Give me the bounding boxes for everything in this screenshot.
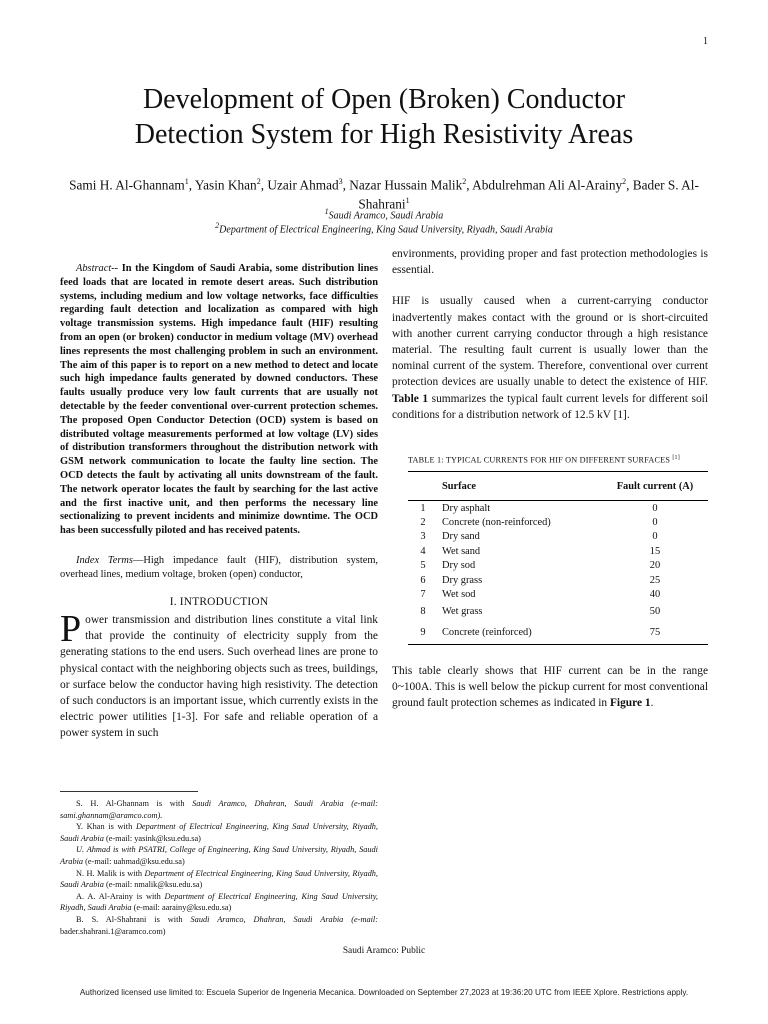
affiliation-marker: 2 xyxy=(256,177,261,186)
abstract xyxy=(60,262,378,538)
author-name: , Yasin Khan xyxy=(188,177,257,193)
row-index: 4 xyxy=(420,545,426,557)
introduction-paragraph xyxy=(60,607,378,742)
footnote-italic: Saudi Aramco, Dhahran, Saudi Arabia (e-mail: sami.ghannam@aramco.com). xyxy=(60,799,378,820)
table-row xyxy=(408,587,708,601)
affiliation-marker: 2 xyxy=(462,177,467,186)
table-header-row xyxy=(408,472,708,501)
abstract-label: Abstract-- xyxy=(76,263,119,274)
section-heading-introduction: I. INTRODUCTION xyxy=(169,595,269,608)
row-surface: Dry sod xyxy=(442,560,476,572)
table-row xyxy=(408,622,708,645)
table-caption xyxy=(408,455,680,465)
paragraph-text: . xyxy=(650,697,654,710)
affiliation-marker: 1 xyxy=(184,177,189,186)
affiliation-marker: 3 xyxy=(338,177,343,186)
row-index: 7 xyxy=(420,589,426,601)
affiliation-2 xyxy=(60,221,708,235)
row-fault-current: 50 xyxy=(649,606,661,618)
footnote-text: (e-mail: uahmad@ksu.edu.sa) xyxy=(83,856,185,866)
author-name: , Nazar Hussain Malik xyxy=(342,177,463,193)
affiliation-text: Saudi Aramco, Saudi Arabia xyxy=(328,210,444,222)
row-surface: Dry sand xyxy=(442,531,480,543)
row-surface: Concrete (non-reinforced) xyxy=(442,517,551,529)
footnote-text: A. A. Al-Arainy is with xyxy=(76,891,165,901)
row-fault-current: 15 xyxy=(649,545,661,557)
introduction-text: ower transmission and distribution lines constitute a vital link that provide the continuity of electricity supply from the generating stations to the end users. Such overhead lines are prone to physical contact with the neighboring objects such as trees, buildings, or surface below the conductor having high resistivity. The detection of such conductors is an important issue, which currently exists in the electric power utilities [1-3]. For safe and reliable operation of a power system in such xyxy=(60,613,378,740)
row-surface: Wet sand xyxy=(442,545,481,557)
footnote-text: bader.shahrani.1@aramco.com) xyxy=(60,926,166,936)
footnote xyxy=(60,891,378,914)
table-row xyxy=(408,602,708,622)
abstract-text: In the Kingdom of Saudi Arabia, some distribution lines feed loads that are located in remote desert areas. Such distribution systems, including medium and low voltage networks, face difficulties regarding fault detection and localization as compared with high voltage transmission systems. High impedance fault (HIF) resulting from an open (or broken) conductor in medium voltage (MV) overhead lines represents the most challenging problem in such an environment. The aim of this paper is to report on a new method to detect and locate such high impedance faults generated by downed conductors. These faults usually produce very low fault currents that are usually not detectable by the feeder conventional over-current protection schemes. The proposed Open Conductor Detection (OCD) system is based on distributed voltage measurements performed at low voltage (LV) sides of distribution transformers throughout the distribution network with GSM network communication to locate the faulty line section. The OCD detects the fault by activating all units downstream of the fault. The network operator locates the fault by searching for the last active and the first inactive unit, and then performs the necessary line sectionalizing to prevent incidents and minimize downtime. The OCD has been successfully piloted and has received patents. xyxy=(60,263,378,537)
affiliation-text: Department of Electrical Engineering, King Saud University, Riyadh, Saudi Arabia xyxy=(219,224,553,236)
row-fault-current: 75 xyxy=(602,622,708,645)
affiliation-marker: 2 xyxy=(622,177,627,186)
left-column xyxy=(60,262,378,742)
row-surface: Wet grass xyxy=(442,606,483,618)
row-index: 9 xyxy=(408,622,438,645)
footnote-italic: Department of Electrical Engineering, King Saud University, Riyadh, Saudi Arabia xyxy=(60,822,378,843)
row-fault-current: 0 xyxy=(652,517,658,529)
footnote-text: B. S. Al-Shahrani is with xyxy=(76,914,191,924)
footnote xyxy=(60,844,378,867)
footnote-divider xyxy=(60,791,198,792)
row-index: 8 xyxy=(420,606,426,618)
footnote xyxy=(60,798,378,821)
title-line-2: Detection System for High Resistivity Areas xyxy=(134,119,634,150)
body-paragraph xyxy=(392,663,708,712)
index-terms-label: Index Terms xyxy=(76,554,133,566)
row-surface: Concrete (reinforced) xyxy=(438,622,602,645)
affiliation-1 xyxy=(60,207,708,221)
row-index: 6 xyxy=(420,574,426,586)
title-line-1: Development of Open (Broken) Conductor xyxy=(142,84,626,115)
row-index: 1 xyxy=(420,502,426,514)
footnote-text: (e-mail: aarainy@ksu.edu.sa) xyxy=(131,903,232,913)
row-surface: Wet sod xyxy=(442,589,476,601)
author-name: , Bader S. Al-Shahrani xyxy=(358,177,699,212)
row-index: 3 xyxy=(420,531,426,543)
classification-label: Saudi Aramco: Public xyxy=(342,946,426,956)
row-fault-current: 20 xyxy=(649,560,661,572)
author-name: Sami H. Al-Ghannam xyxy=(69,177,185,193)
index-terms xyxy=(60,554,378,582)
header-cell-surface: Surface xyxy=(438,472,602,501)
row-index: 5 xyxy=(420,560,426,572)
footnote xyxy=(60,821,378,844)
table-row xyxy=(408,559,708,573)
figure-reference: Figure 1 xyxy=(609,697,651,710)
footnote xyxy=(60,868,378,891)
footnotes xyxy=(60,798,378,937)
table-row xyxy=(408,573,708,587)
footnote-italic: U. Ahmad is with PSATRI, College of Engineering, King Saud University, Riyadh, Saudi Arabia xyxy=(60,845,378,866)
footnote-text: N. H. Malik is with xyxy=(76,868,145,878)
author-name: , Uzair Ahmad xyxy=(260,177,339,193)
right-column xyxy=(392,246,708,423)
license-notice: Authorized licensed use limited to: Escuela Superior de Ingeneria Mecanica. Downloaded on September 27,2023 at 19:36:20 UTC from IEEE Xplore. Restrictions apply. xyxy=(79,988,689,997)
footnote-text: S. H. Al-Ghannam is with xyxy=(76,799,193,808)
footnote-italic: Saudi Aramco, Dhahran, Saudi Arabia (e-mail: xyxy=(190,914,378,924)
index-terms-text: —High impedance fault (HIF), distribution system, overhead lines, medium voltage, broken (open) conductor, xyxy=(60,554,379,580)
fault-current-table xyxy=(408,471,708,645)
row-fault-current: 0 xyxy=(652,531,658,543)
page-number: 1 xyxy=(703,36,708,47)
paper-title xyxy=(60,82,708,152)
table-caption-citation: [1] xyxy=(672,455,680,461)
affiliation-marker: 2 xyxy=(215,221,220,230)
footnote-italic: Department of Electrical Engineering, King Saud University, Riyadh, Saudi Arabia xyxy=(60,868,378,890)
table-row xyxy=(408,515,708,529)
row-surface: Dry grass xyxy=(442,574,483,586)
paragraph-text: HIF is usually caused when a current-carrying conductor inadvertently makes contact with the ground or is short-circuited with another current carrying conductor through a high resistance material. The resulting fault current is usually lower than the nominal current of the system. Therefore, conventional over current protection devices are usually unable to detect the existence of HIF. xyxy=(392,295,708,389)
table-caption-text: TABLE 1: TYPICAL CURRENTS FOR HIF ON DIFFERENT SURFACES xyxy=(408,455,671,465)
footnote-text: Y. Khan is with xyxy=(76,822,136,832)
footnote xyxy=(60,914,378,937)
affiliation-marker: 1 xyxy=(405,196,410,206)
footnote-text: (e-mail: nmalik@ksu.edu.sa) xyxy=(103,880,203,890)
affiliation-marker: 1 xyxy=(324,207,329,216)
header-cell-fault-current: Fault current (A) xyxy=(602,472,708,501)
paragraph-text: summarizes the typical fault current levels for different soil conditions for a distribution network of 12.5 kV [1]. xyxy=(392,392,708,421)
paragraph-text: This table clearly shows that HIF current can be in the range 0~100A. This is well below the pickup current for most conventional ground fault protection schemes as indicated in xyxy=(392,665,708,710)
table-row xyxy=(408,530,708,544)
row-fault-current: 0 xyxy=(652,502,658,514)
body-paragraph xyxy=(392,293,708,423)
table-row xyxy=(408,544,708,558)
row-fault-current: 25 xyxy=(649,574,661,586)
header-cell-index xyxy=(408,472,438,501)
author-name: , Abdulrehman Ali Al-Arainy xyxy=(466,177,623,193)
table-row xyxy=(408,501,708,516)
footnote-italic: Department of Electrical Engineering, King Saud University, Riyadh, Saudi Arabia xyxy=(60,891,378,913)
footnote-text: (e-mail: yasink@ksu.edu.sa) xyxy=(103,833,201,843)
row-surface: Dry asphalt xyxy=(442,502,491,514)
body-paragraph: environments, providing proper and fast protection methodologies is essential. xyxy=(392,248,708,277)
row-fault-current: 40 xyxy=(649,589,661,601)
drop-cap: P xyxy=(60,607,82,650)
row-index: 2 xyxy=(420,517,426,529)
table-reference: Table 1 xyxy=(392,392,429,405)
